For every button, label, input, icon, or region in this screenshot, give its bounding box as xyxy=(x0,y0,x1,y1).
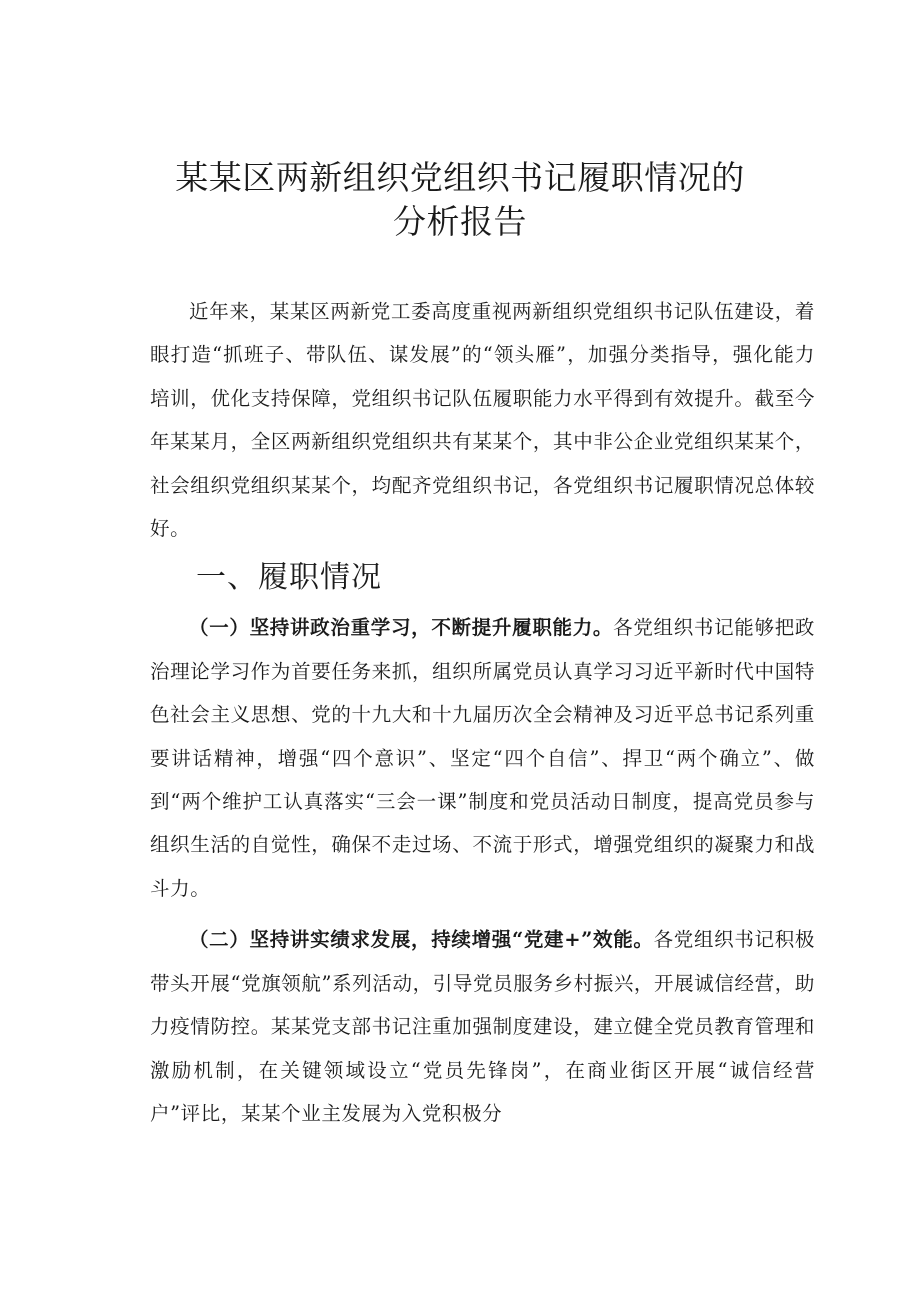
item2-body: 各党组织书记积极带头开展“党旗领航”系列活动，引导党员服务乡村振兴，开展诚信经营，助力疫情防控。某某党支部书记注重加强制度建设，建立健全党员教育管理和激励机制，在关键领域设立“党员先锋岗”，在商业街区开展“诚信经营户”评比，某某个业主发展为入党积极分 xyxy=(150,928,815,1125)
item1-lead: （一）坚持讲政治重学习，不断提升履职能力。 xyxy=(189,616,614,640)
section-heading-1: 一、履职情况 xyxy=(196,560,382,596)
document-title-line2: 分析报告 xyxy=(393,202,527,241)
intro-paragraph: 近年来，某某区两新党工委高度重视两新组织党组织书记队伍建设，着眼打造“抓班子、带队伍、谋发展”的“领头雁”，加强分类指导，强化能力培训，优化支持保障，党组织书记队伍履职能力水平得到有效提升。截至今年某某月，全区两新组织党组织共有某某个，其中非公企业党组织某某个，社会组织党组织某某个，均配齐党组织书记，各党组织书记履职情况总体较好。 xyxy=(150,300,815,541)
paragraph-gap xyxy=(150,910,815,918)
item1-body: 各党组织书记能够把政治理论学习作为首要任务来抓，组织所属党员认真学习习近平新时代中国特色社会主义思想、党的十九大和十九届历次全会精神及习近平总书记系列重要讲话精神，增强“四个意识”、坚定“四个自信”、捍卫“两个确立”、做到“两个维护工认真落实“三会一课”制度和党员活动日制度，提高党员参与组织生活的自觉性，确保不走过场、不流于形式，增强党组织的凝聚力和战斗力。 xyxy=(150,616,815,900)
item2-lead: （二）坚持讲实绩求发展，持续增强“党建+”效能。 xyxy=(189,928,654,952)
item1-paragraph xyxy=(150,606,815,910)
document-body xyxy=(150,290,815,1135)
document-title-line1: 某某区两新组织党组织书记履职情况的 xyxy=(175,158,745,197)
item2-paragraph xyxy=(150,918,815,1135)
